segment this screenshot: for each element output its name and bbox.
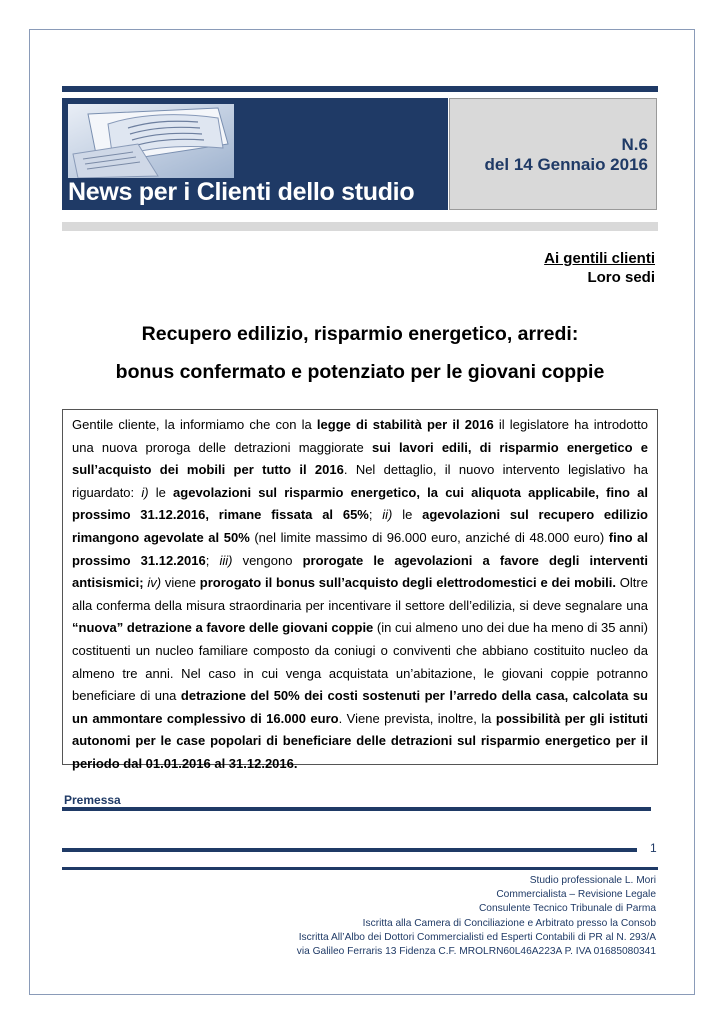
summary-run: iv) [147, 575, 162, 591]
summary-text [72, 414, 648, 776]
newsletter-header [62, 98, 658, 210]
summary-run: le [148, 484, 174, 500]
summary-run: agevolazioni sul risparmio energetico, la cui aliquota applicabile, fino al prossimo 31.12.2016, rimane fissata al 65% [72, 484, 648, 523]
article-title-line-2: bonus confermato e potenziato per le giovani coppie [115, 361, 605, 383]
footer-line: Consulente Tecnico Tribunale di Parma [478, 903, 656, 915]
summary-run: Oltre alla conferma della misura straordinaria per incentivare il settore dell’edilizia, si deve segnalare una [72, 575, 648, 613]
summary-run: prorogato il bonus sull’acquisto degli elettrodomestici e dei mobili. [199, 575, 616, 591]
summary-run: . Viene prevista, inoltre, la [338, 710, 496, 726]
page-number: 1 [650, 841, 657, 855]
recipients-line-2: Loro sedi [587, 269, 655, 286]
footer-line: Iscritta All’Albo dei Dottori Commercialisti ed Esperti Contabili di PR al N. 293/A [298, 931, 656, 943]
summary-run: possibilità per gli istituti autonomi per le case popolari di beneficiare delle detrazioni sul risparmio energetico per il periodo dal 01.01.2016 al 31.12.2016. [72, 710, 649, 771]
footer-line: Iscritta alla Camera di Conciliazione e Arbitrato presso la Consob [362, 917, 656, 929]
issue-number: N.6 [621, 135, 648, 154]
summary-run: ; [205, 552, 220, 568]
footer-line: Commercialista – Revisione Legale [496, 889, 656, 901]
summary-run: sui lavori edili, di risparmio energetico e sull’acquisto dei mobili per tutto il 2016 [72, 439, 648, 478]
article-title-line-1: Recupero edilizio, risparmio energetico, arredi: [141, 323, 579, 345]
summary-run: ; [368, 507, 383, 523]
footer-rule-lower [62, 867, 658, 870]
summary-run: le [392, 507, 423, 523]
summary-run: Gentile cliente, la informiamo che con la [72, 417, 317, 432]
newsletter-title: News per i Clienti dello studio [68, 178, 415, 206]
summary-run: il legislatore ha introdotto una nuova proroga delle detrazioni maggiorate [72, 417, 648, 455]
summary-run: i) [141, 484, 149, 500]
section-rule [62, 807, 651, 811]
footer-line: via Galileo Ferraris 13 Fidenza C.F. MROLRN60L46A223A P. IVA 01685080341 [296, 946, 656, 958]
issue-panel [449, 98, 657, 210]
header-divider [62, 222, 658, 231]
recipients-block [544, 249, 655, 287]
summary-run: “nuova” detrazione a favore delle giovani coppie [72, 620, 374, 636]
studio-footer [297, 874, 656, 959]
header-title-panel [62, 98, 448, 210]
summary-run: iii) [219, 552, 233, 568]
summary-run: prorogate le agevolazioni a favore degli interventi antisismici; [72, 552, 648, 591]
newspaper-photo-icon [68, 104, 234, 178]
summary-run: viene [161, 575, 200, 591]
top-rule [62, 86, 658, 92]
summary-run: . Nel dettaglio, il nuovo intervento legislativo ha riguardato: [72, 462, 649, 500]
issue-date: del 14 Gennaio 2016 [484, 155, 648, 174]
summary-run: vengono [232, 552, 303, 568]
summary-run: legge di stabilità per il 2016 [316, 417, 494, 432]
summary-run: (in cui almeno uno dei due ha meno di 35 anni) costituenti un nucleo familiare composto da coniugi o conviventi che abbiano costituito nucleo da almeno tre anni. Nel caso in cui venga acquistata un’abitazione, le giovani coppie potranno beneficiare di una [72, 620, 649, 704]
section-heading: Premessa [64, 793, 121, 807]
summary-run: fino al prossimo 31.12.2016 [72, 529, 648, 568]
summary-run: ii) [382, 507, 393, 523]
footer-rule [62, 848, 637, 852]
summary-run: agevolazioni sul recupero edilizio rimangono agevolate al 50% [72, 507, 648, 545]
summary-run: detrazione del 50% dei costi sostenuti per l’arredo della casa, calcolata su un ammontare complessivo di 16.000 euro [72, 688, 648, 726]
recipients-line-1: Ai gentili clienti [544, 250, 655, 267]
summary-box [62, 409, 658, 771]
footer-line: Studio professionale L. Mori [529, 875, 656, 886]
summary-run: (nel limite massimo di 96.000 euro, anziché di 48.000 euro) [249, 529, 609, 545]
